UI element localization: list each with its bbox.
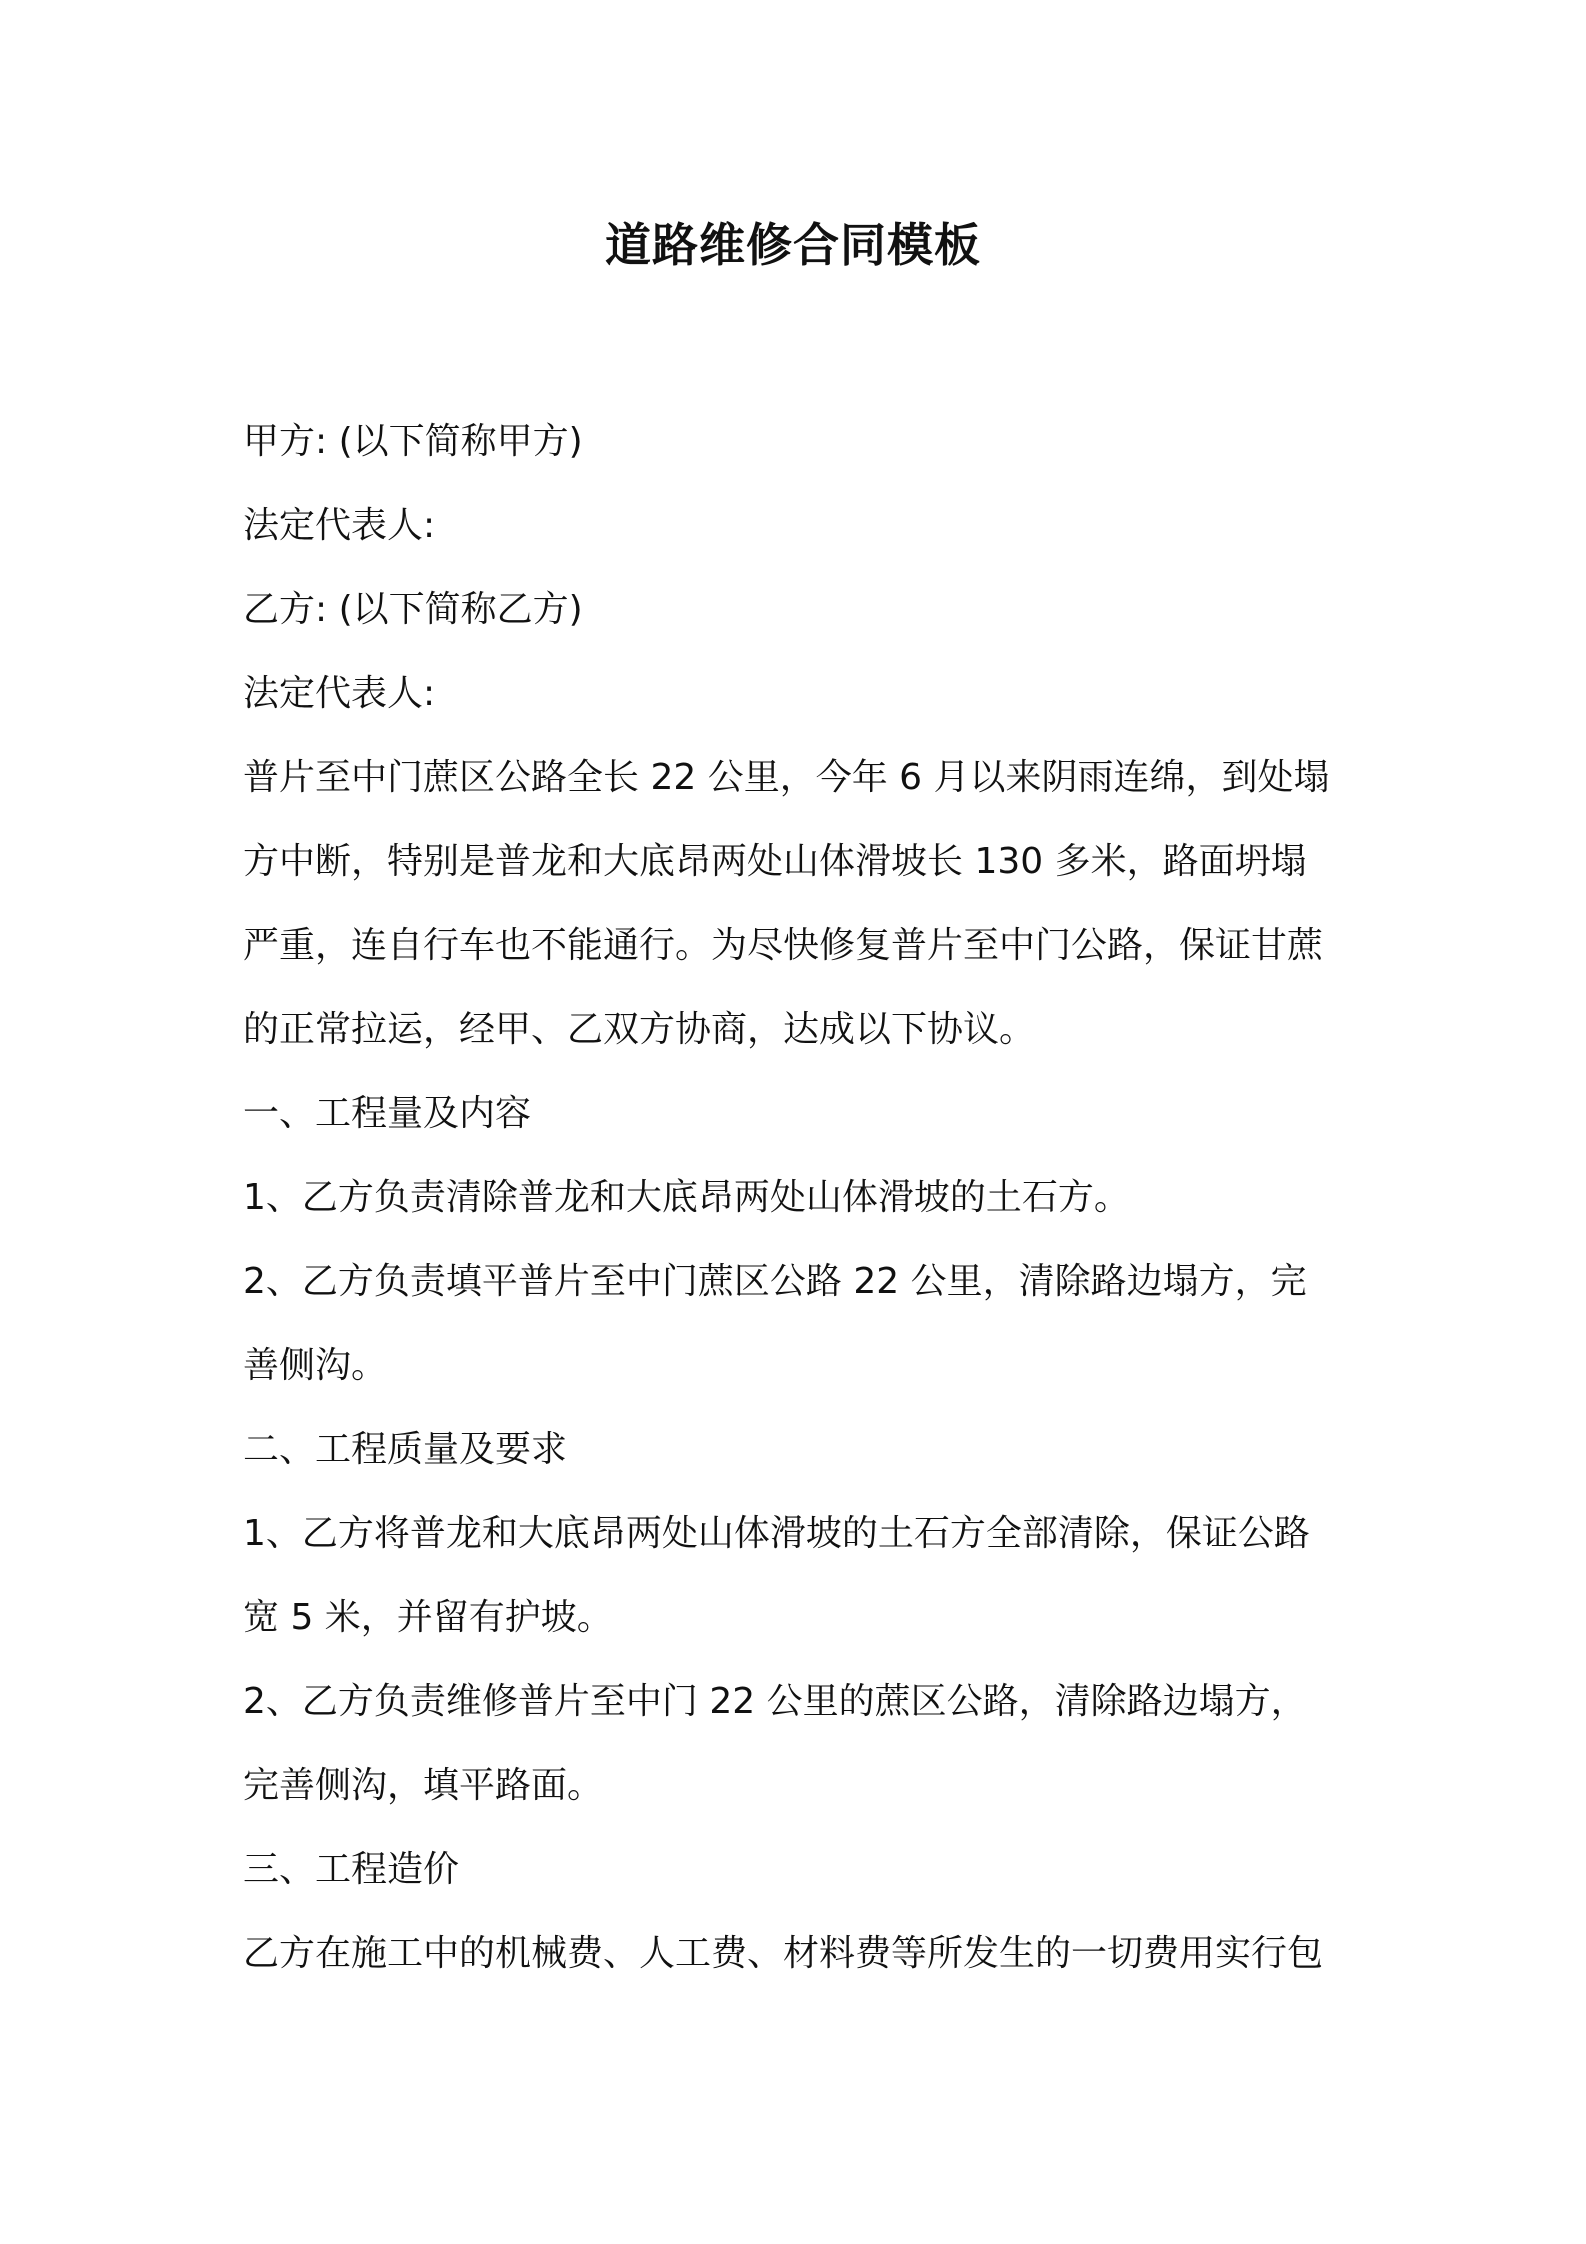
section-heading: 一、工程量及内容	[243, 1093, 532, 1134]
text-line: 2、乙方负责填平普片至中门蔗区公路 22 公里，清除路边塌方，完	[243, 1261, 1307, 1302]
text-line: 乙方: (以下简称乙方)	[243, 589, 583, 630]
section-heading: 二、工程质量及要求	[243, 1429, 568, 1470]
text-line: 法定代表人:	[243, 673, 436, 714]
text-line: 宽 5 米，并留有护坡。	[243, 1597, 613, 1638]
text-line: 普片至中门蔗区公路全长 22 公里，今年 6 月以来阴雨连绵，到处塌	[243, 757, 1330, 798]
text-line: 1、乙方将普龙和大底昂两处山体滑坡的土石方全部清除，保证公路	[243, 1513, 1310, 1554]
text-line: 2、乙方负责维修普片至中门 22 公里的蔗区公路，清除路边塌方，	[243, 1681, 1307, 1722]
document-title: 道路维修合同模板	[605, 218, 981, 272]
text-line: 1、乙方负责清除普龙和大底昂两处山体滑坡的土石方。	[243, 1177, 1130, 1218]
text-line: 甲方: (以下简称甲方)	[243, 421, 583, 462]
text-line: 方中断，特别是普龙和大底昂两处山体滑坡长 130 多米，路面坍塌	[243, 841, 1307, 882]
text-line: 乙方在施工中的机械费、人工费、材料费等所发生的一切费用实行包	[243, 1933, 1324, 1974]
text-line: 善侧沟。	[243, 1345, 388, 1386]
text-line: 的正常拉运，经甲、乙双方协商，达成以下协议。	[243, 1009, 1036, 1050]
section-heading: 三、工程造价	[243, 1849, 460, 1890]
text-line: 完善侧沟，填平路面。	[243, 1765, 604, 1806]
text-line: 严重，连自行车也不能通行。为尽快修复普片至中门公路，保证甘蔗	[243, 925, 1324, 966]
text-line: 法定代表人:	[243, 505, 436, 546]
document-body	[243, 400, 1363, 1996]
